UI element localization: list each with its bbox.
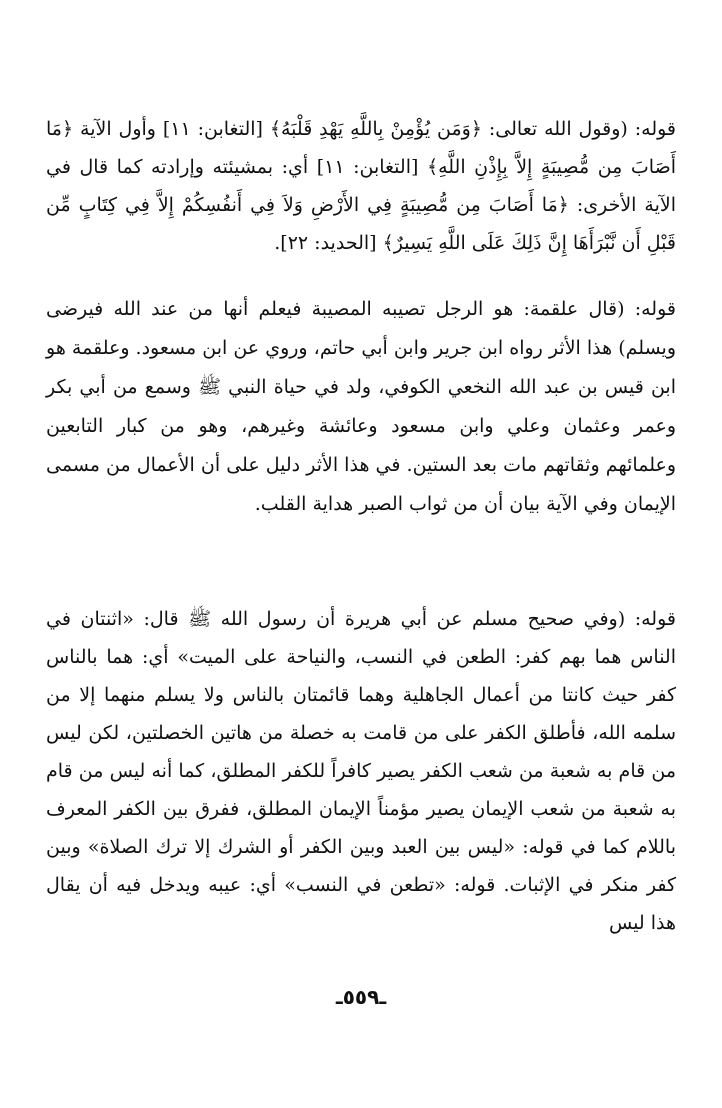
- page-number: ـ٥٥٩ـ: [335, 985, 387, 1009]
- paragraph-muslim-hadith: قوله: (وفي صحيح مسلم عن أبي هريرة أن رسول الله ﷺ قال: «اثنتان في الناس هما بهم كفر: الطعن في النسب، والنياحة على الميت» أي: هما بالناس كفر حيث كانتا من أعمال الجاهلية وهما قائمتان بالناس ولا يسلم منهما إلا من سلمه الله، فأطلق الكفر على من قامت به خصلة من هاتين الخصلتين، لكن ليس من قام به شعبة من شعب الكفر يصير كافراً للكفر المطلق، كما أنه ليس من قام به شعبة من شعب الإيمان يصير مؤمناً الإيمان المطلق، ففرق بين الكفر المعرف باللام كما في قوله: «ليس بين العبد وبين الكفر أو الشرك إلا ترك الصلاة» وبين كفر منكر في الإثبات. قوله: «تطعن في النسب» أي: عيبه ويدخل فيه أن يقال هذا ليس: [46, 608, 676, 934]
- paragraph-alqama-athar: قوله: (قال علقمة: هو الرجل تصيبه المصيبة فيعلم أنها من عند الله فيرضى ويسلم) هذا الأثر رواه ابن جرير وابن أبي حاتم، وروي عن ابن مسعود. وعلقمة هو ابن قيس بن عبد الله النخعي الكوفي، ولد في حياة النبي ﷺ وسمع من أبي بكر وعمر وعثمان وعلي وابن مسعود وعائشة وغيرهم، وهو من كبار التابعين وعلمائهم وثقاتهم مات بعد الستين. في هذا الأثر دليل على أن الأعمال من مسمى الإيمان وفي الآية بيان أن من ثواب الصبر هداية القلب.: [46, 298, 676, 515]
- paragraph-tafsir-verse: قوله: (وقول الله تعالى: ﴿وَمَن يُؤْمِنْ بِاللَّهِ يَهْدِ قَلْبَهُ﴾ [التغابن: ١١] وأول الآية ﴿مَا أَصَابَ مِن مُّصِيبَةٍ إِلاَّ بِإِذْنِ اللَّهِ﴾ [التغابن: ١١] أي: بمشيئته وإرادته كما قال في الآية الأخرى: ﴿مَا أَصَابَ مِن مُّصِيبَةٍ فِي الأَرْضِ وَلاَ فِي أَنفُسِكُمْ إِلاَّ فِي كِتَابٍ مِّن قَبْلِ أَن نَّبْرَأَهَا إِنَّ ذَلِكَ عَلَى اللَّهِ يَسِيرٌ﴾ [الحديد: ٢٢].: [46, 118, 677, 254]
